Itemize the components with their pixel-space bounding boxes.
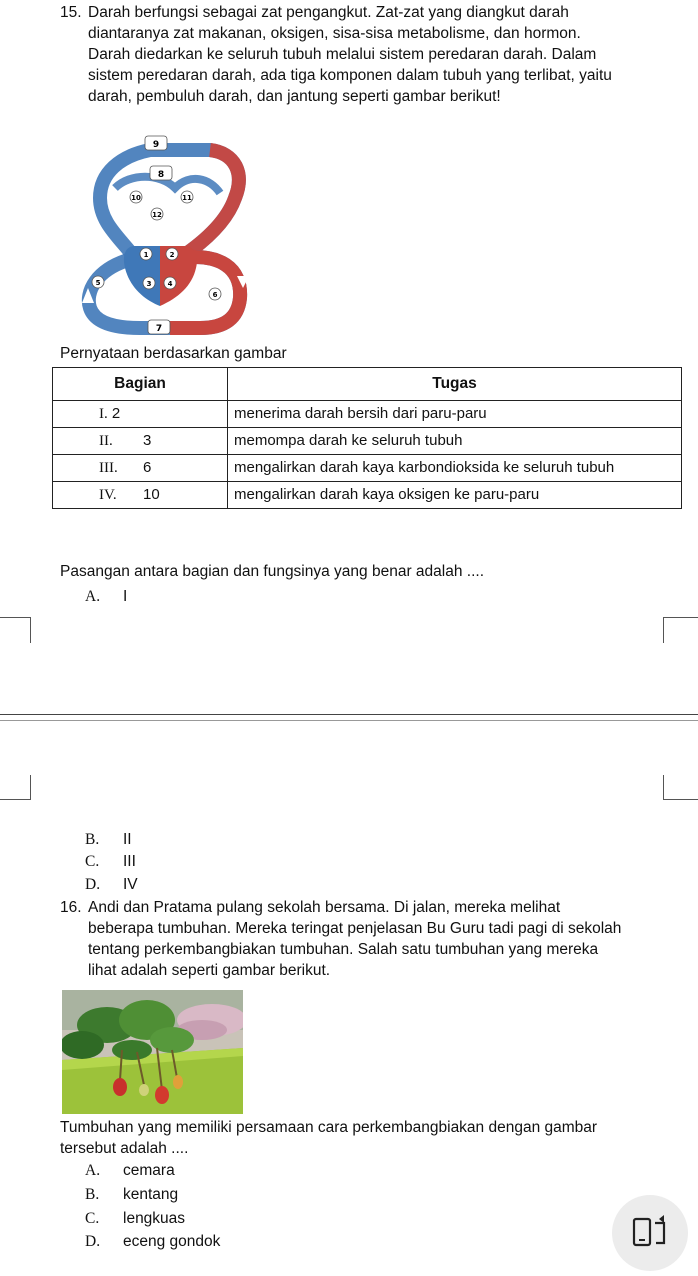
q15-line: Darah berfungsi sebagai zat pengangkut. Zat-zat yang diangkut darah bbox=[88, 4, 569, 21]
q15-number: 15. bbox=[60, 4, 82, 21]
q16-line: Andi dan Pratama pulang sekolah bersama. Di jalan, mereka melihat bbox=[88, 899, 561, 916]
q15-line: diantaranya zat makanan, oksigen, sisa-sisa metabolisme, dan hormon. bbox=[88, 25, 581, 42]
diagram-label-8: 8 bbox=[157, 170, 165, 180]
table-cell-task: menerima darah bersih dari paru-paru bbox=[228, 401, 682, 428]
option-text: kentang bbox=[123, 1186, 179, 1203]
circulation-diagram bbox=[60, 128, 260, 338]
q16-question-line: Tumbuhan yang memiliki persamaan cara perkembangbiakan dengan gambar bbox=[60, 1119, 598, 1136]
q16-paragraph bbox=[88, 897, 693, 981]
option-letter: D. bbox=[85, 1233, 101, 1250]
q16-question bbox=[60, 1117, 690, 1159]
table-cell-part bbox=[53, 482, 228, 509]
crop-mark bbox=[663, 617, 698, 643]
diagram-label-3: 3 bbox=[146, 280, 152, 288]
option-letter: A. bbox=[85, 588, 101, 605]
option-text: II bbox=[123, 831, 132, 848]
row-number: 2 bbox=[111, 405, 121, 422]
option-text: I bbox=[123, 588, 128, 605]
option-text: lengkuas bbox=[123, 1210, 186, 1227]
diagram-label-4: 4 bbox=[167, 280, 173, 288]
row-number: 10 bbox=[143, 486, 160, 503]
q15-option-a[interactable] bbox=[85, 588, 127, 606]
diagram-label-2: 2 bbox=[169, 251, 175, 259]
q16-number: 16. bbox=[60, 899, 82, 916]
diagram-label-11: 11 bbox=[182, 194, 192, 202]
table-cell-task: mengalirkan darah kaya karbondioksida ke seluruh tubuh bbox=[228, 455, 682, 482]
option-letter: A. bbox=[85, 1162, 101, 1179]
option-text: eceng gondok bbox=[123, 1233, 221, 1250]
q15-line: sistem peredaran darah, ada tiga komponen dalam tubuh yang terlibat, yaitu bbox=[88, 67, 612, 84]
option-text: IV bbox=[123, 876, 138, 893]
crop-mark bbox=[0, 617, 31, 643]
q16-question-line: tersebut adalah .... bbox=[60, 1140, 189, 1157]
row-number: 6 bbox=[143, 459, 152, 476]
diagram-label-7: 7 bbox=[155, 324, 163, 334]
row-roman: II. bbox=[99, 433, 113, 449]
strawberry-plant-photo bbox=[62, 990, 243, 1114]
table-header-cell: Bagian bbox=[53, 368, 228, 401]
q16-line: tentang perkembangbiakan tumbuhan. Salah satu tumbuhan yang mereka bbox=[88, 941, 599, 958]
q16-line: lihat adalah seperti gambar berikut. bbox=[88, 962, 331, 979]
option-letter: B. bbox=[85, 1186, 100, 1203]
diagram-label-10: 10 bbox=[131, 194, 141, 202]
table-row bbox=[53, 482, 682, 509]
separator-line bbox=[0, 714, 698, 715]
screen-rotate-button[interactable] bbox=[612, 1195, 688, 1271]
statement-caption: Pernyataan berdasarkan gambar bbox=[60, 345, 287, 362]
diagram-label-1: 1 bbox=[143, 251, 149, 259]
table-cell-part bbox=[53, 401, 228, 428]
statement-table bbox=[52, 367, 682, 509]
table-header-cell: Tugas bbox=[228, 368, 682, 401]
table-cell-part bbox=[53, 428, 228, 455]
row-roman: III. bbox=[99, 460, 118, 476]
option-letter: D. bbox=[85, 876, 101, 893]
q16-line: beberapa tumbuhan. Mereka teringat penjelasan Bu Guru tadi pagi di sekolah bbox=[88, 920, 622, 937]
table-header-row bbox=[53, 368, 682, 401]
heart-left-side bbox=[160, 246, 197, 306]
option-text: cemara bbox=[123, 1162, 175, 1179]
q15-line: Darah diedarkan ke seluruh tubuh melalui sistem peredaran darah. Dalam bbox=[88, 46, 597, 63]
table-row bbox=[53, 428, 682, 455]
diagram-label-9: 9 bbox=[152, 140, 160, 150]
table-cell-task: memompa darah ke seluruh tubuh bbox=[228, 428, 682, 455]
row-roman: IV. bbox=[99, 487, 117, 503]
crop-mark bbox=[0, 775, 31, 800]
q16-option-b[interactable] bbox=[85, 1186, 178, 1204]
table-cell-task: mengalirkan darah kaya oksigen ke paru-paru bbox=[228, 482, 682, 509]
q15-option-d[interactable] bbox=[85, 876, 138, 894]
diagram-label-6: 6 bbox=[212, 291, 218, 299]
q15-question: Pasangan antara bagian dan fungsinya yang benar adalah .... bbox=[60, 563, 484, 580]
q16-option-c[interactable] bbox=[85, 1210, 185, 1228]
q16-option-d[interactable] bbox=[85, 1233, 220, 1251]
table-row bbox=[53, 401, 682, 428]
separator-line bbox=[0, 720, 698, 721]
screen-rotate-icon bbox=[612, 1195, 688, 1271]
strawberry-plant-image bbox=[62, 990, 243, 1114]
table-row bbox=[53, 455, 682, 482]
q15-option-c[interactable] bbox=[85, 853, 136, 871]
q15-line: darah, pembuluh darah, dan jantung seperti gambar berikut! bbox=[88, 88, 501, 105]
option-text: III bbox=[123, 853, 136, 870]
pulmonary-vein-vessel bbox=[180, 150, 239, 258]
option-letter: C. bbox=[85, 853, 100, 870]
crop-mark bbox=[663, 775, 698, 800]
option-letter: C. bbox=[85, 1210, 100, 1227]
table-cell-part bbox=[53, 455, 228, 482]
row-number: 3 bbox=[143, 432, 152, 449]
q15-paragraph bbox=[88, 2, 688, 107]
row-roman: I. bbox=[99, 406, 108, 422]
option-letter: B. bbox=[85, 831, 100, 848]
q16-option-a[interactable] bbox=[85, 1162, 175, 1180]
diagram-label-12: 12 bbox=[152, 211, 162, 219]
q15-option-b[interactable] bbox=[85, 831, 132, 849]
diagram-label-5: 5 bbox=[95, 279, 101, 287]
